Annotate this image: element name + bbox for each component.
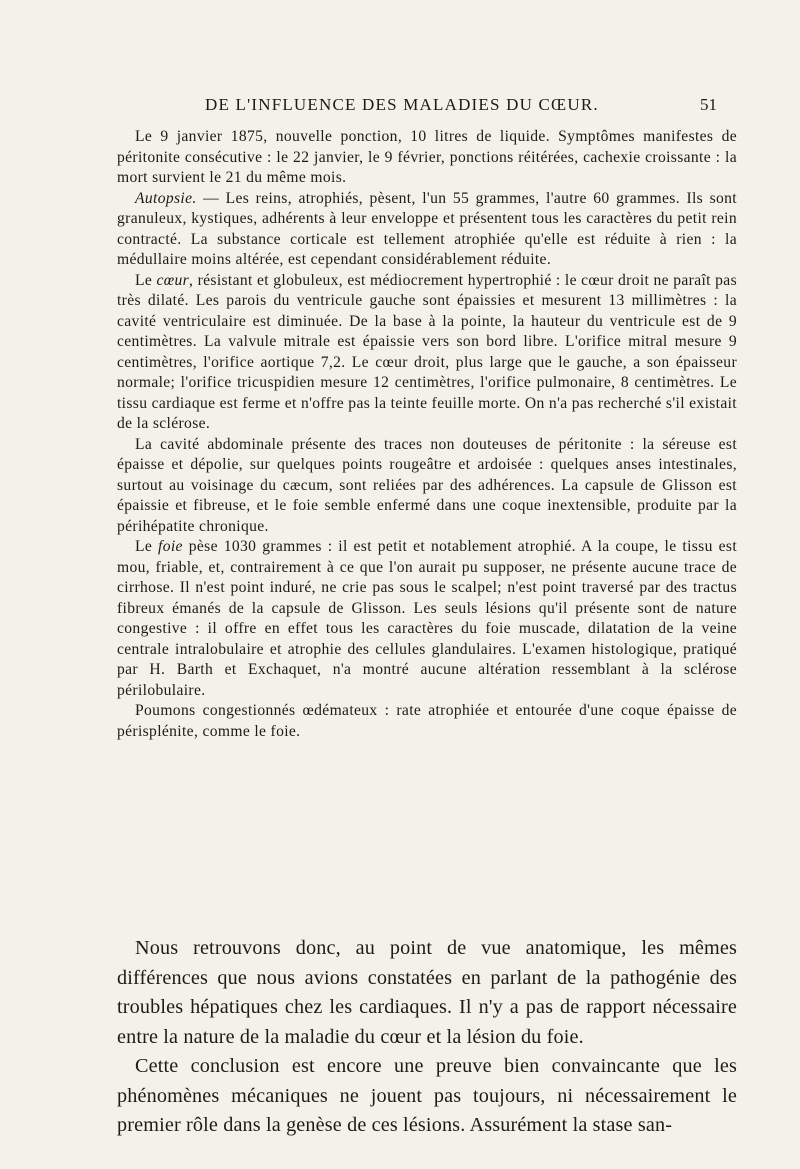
paragraph-conclusion: Nous retrouvons donc, au point de vue anatomique, les mêmes différences que nous avions constatées en parlant de la pathogénie des troubles hépatiques chez les cardiaques. Il n'y a pas de rapport nécessaire entre la nature de la maladie du cœur et la lésion du foie. <box>117 937 737 1048</box>
paragraph: Le 9 janvier 1875, nouvelle ponction, 10 litres de liquide. Symptômes manifestes de péritonite consécutive : le 22 janvier, le 9 février, ponctions réitérées, cachexie croissante : la mort survient le 21 du même mois. <box>117 128 737 186</box>
paragraph-lungs: Poumons congestionnés œdémateux : rate atrophiée et entourée d'une coque épaisse de périsplénite, comme le foie. <box>117 702 737 740</box>
paragraph-liver: Le foie pèse 1030 grammes : il est petit et notablement atrophié. A la coupe, le tissu est mou, friable, et, contrairement à ce que l'on aurait pu supposer, ne présente aucune trace de cirrhose. Il n'est point induré, ne crie pas sous le scalpel; n'est point traversé par des tractus fibreux émanés de la capsule de Glisson. Les seuls lésions qu'il présente sont de nature congestive : il offre en effet tous les caractères du foie muscade, dilatation de la veine centrale intralobulaire et atrophie des cellules glandulaires. L'examen histologique, pratiqué par H. Barth et Exchaquet, n'a montré aucune altération ressemblant à la sclérose périlobulaire. <box>117 538 737 699</box>
paragraph-autopsy: Autopsie. — Les reins, atrophiés, pèsent, l'un 55 grammes, l'autre 60 grammes. Ils sont granuleux, kystiques, adhérents à leur enveloppe et présentent tous les caractères du petit rein contracté. La substance corticale est tellement atrophiée qu'elle est réduite à rien : la médullaire moins altérée, est cependant considérablement réduite. <box>117 189 737 268</box>
paragraph-heart: Le cœur, résistant et globuleux, est médiocrement hypertrophié : le cœur droit ne paraît pas très dilaté. Les parois du ventricule gauche sont épaissies et mesurent 13 millimètres : la cavité ventriculaire est diminuée. De la base à la pointe, la hauteur du ventricule est de 9 centimètres. La valvule mitrale est épaissie vers son bord libre. L'orifice mitral mesure 9 centimètres, l'orifice aortique 7,2. Le cœur droit, plus large que le gauche, a son épaisseur normale; l'orifice tricuspidien mesure 12 centimètres, l'orifice pulmonaire, 8 centimètres. Le tissu cardiaque est ferme et n'offre pas la teinte feuille morte. On n'a pas recherché s'il existait de la sclérose. <box>117 271 737 432</box>
page-number: 51 <box>700 95 717 114</box>
running-title: DE L'INFLUENCE DES MALADIES DU CŒUR. <box>205 95 599 114</box>
running-head <box>0 95 800 117</box>
discussion-text <box>117 934 737 1141</box>
paragraph-continuation: Cette conclusion est encore une preuve bien convaincante que les phénomènes mécaniques ne jouent pas toujours, ni nécessairement le premier rôle dans la genèse de ces lésions. Assurément la stase san- <box>117 1055 737 1136</box>
case-report-text <box>117 127 737 742</box>
autopsy-heading: Autopsie. <box>135 189 197 207</box>
paragraph-abdomen: La cavité abdominale présente des traces non douteuses de péritonite : la séreuse est épaisse et dépolie, sur quelques points rougeâtre et ardoisée : quelques anses intestinales, surtout au voisinage du cæcum, sont reliées par des adhérences. La capsule de Glisson est épaissie et fibreuse, et le foie semble enfermé dans une coque inextensible, produite par la périhépatite chronique. <box>117 435 737 535</box>
